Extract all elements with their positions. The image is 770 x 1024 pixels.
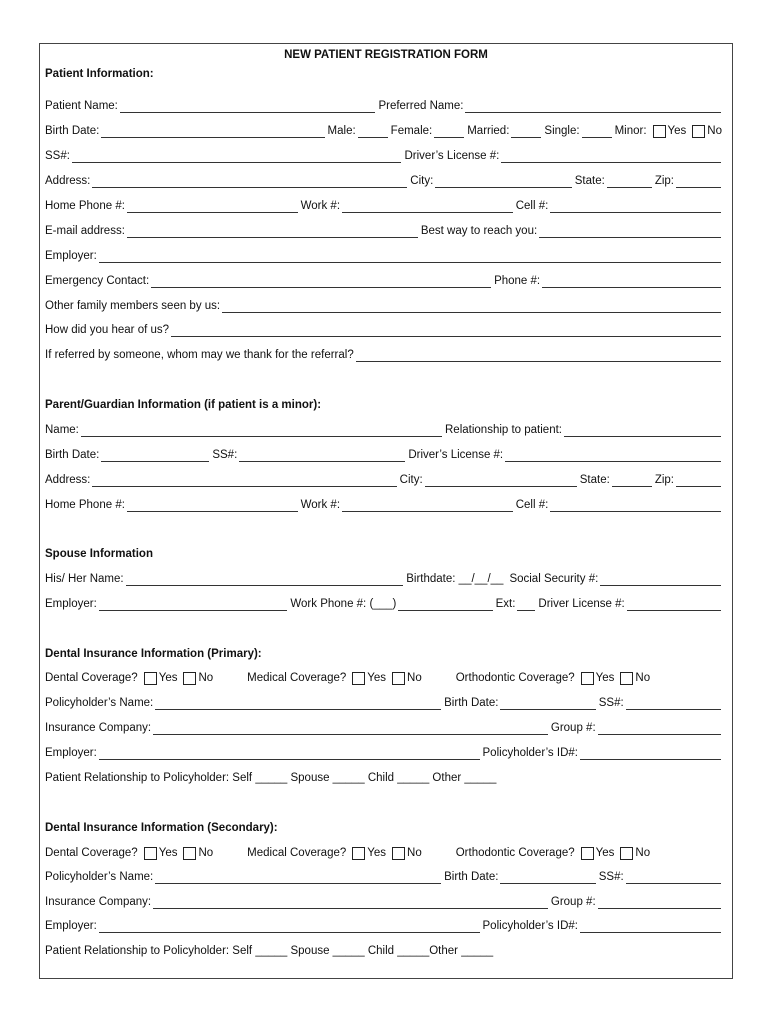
- spouse-name-field[interactable]: [126, 574, 404, 586]
- row-address: [45, 174, 724, 188]
- email-label: E-mail address:: [45, 225, 125, 237]
- form-title: NEW PATIENT REGISTRATION FORM: [284, 49, 488, 61]
- secondary-medical-no-label: No: [407, 847, 422, 859]
- primary-ortho-no-label: No: [635, 672, 651, 684]
- work-field[interactable]: [342, 201, 513, 213]
- employer-field[interactable]: [99, 251, 721, 263]
- spouse-work-phone-field[interactable]: [398, 599, 492, 611]
- row-employer: [45, 249, 724, 263]
- guardian-cell-field[interactable]: [550, 500, 721, 512]
- preferred-name-label: Preferred Name:: [378, 100, 464, 112]
- drivers-license-label: Driver’s License #:: [404, 150, 500, 162]
- row-secondary-coverage: [45, 846, 724, 860]
- best-way-label: Best way to reach you:: [420, 225, 538, 237]
- primary-heading: [45, 647, 724, 661]
- spouse-heading: [45, 547, 724, 561]
- primary-insurance-company-field[interactable]: [153, 723, 548, 735]
- guardian-work-label: Work #:: [300, 499, 341, 511]
- address-label: Address:: [45, 175, 91, 187]
- minor-yes-label: Yes: [667, 125, 687, 137]
- secondary-policyholder-name-label: Policyholder’s Name:: [45, 871, 154, 883]
- primary-dental-no-label: No: [198, 672, 214, 684]
- minor-no-checkbox[interactable]: [692, 125, 705, 138]
- married-label: Married:: [467, 125, 510, 137]
- primary-employer-label: Employer:: [45, 747, 97, 759]
- guardian-state-field[interactable]: [612, 475, 652, 487]
- spouse-heading-text: Spouse Information: [45, 548, 153, 560]
- guardian-work-field[interactable]: [342, 500, 513, 512]
- female-label: Female:: [390, 125, 433, 137]
- other-family-field[interactable]: [222, 301, 721, 313]
- row-referred: [45, 348, 724, 362]
- primary-dental-yes-label: Yes: [158, 672, 178, 684]
- emergency-contact-label: Emergency Contact:: [45, 275, 150, 287]
- primary-ss-field[interactable]: [626, 698, 721, 710]
- row-phones: [45, 199, 724, 213]
- secondary-ortho-yes-checkbox[interactable]: [581, 847, 594, 860]
- secondary-dental-coverage-label: Dental Coverage?: [45, 847, 138, 859]
- male-label: Male:: [327, 125, 356, 137]
- guardian-cell-label: Cell #:: [515, 499, 549, 511]
- row-patient-name: [45, 99, 724, 113]
- row-emergency: [45, 274, 724, 288]
- primary-group-label: Group #:: [550, 722, 596, 734]
- primary-birth-date-field[interactable]: [500, 698, 595, 710]
- minor-label: Minor:: [614, 125, 647, 137]
- patient-info-heading: [45, 67, 724, 81]
- home-phone-label: Home Phone #:: [45, 200, 125, 212]
- state-label: State:: [574, 175, 605, 187]
- single-field[interactable]: [582, 126, 612, 138]
- guardian-heading-text: Parent/Guardian Information (if patient is a minor):: [45, 399, 322, 411]
- ss-label: SS#:: [45, 150, 70, 162]
- row-secondary-employer: [45, 919, 724, 933]
- secondary-policyholder-id-field[interactable]: [580, 921, 721, 933]
- guardian-state-label: State:: [579, 474, 610, 486]
- row-primary-insurance: [45, 721, 724, 735]
- primary-group-field[interactable]: [598, 723, 721, 735]
- guardian-address-field[interactable]: [92, 475, 396, 487]
- primary-policyholder-name-label: Policyholder’s Name:: [45, 697, 154, 709]
- secondary-ortho-coverage-label: Orthodontic Coverage?: [455, 847, 575, 859]
- male-field[interactable]: [358, 126, 388, 138]
- row-guardian-name: [45, 423, 724, 437]
- secondary-ss-label: SS#:: [598, 871, 624, 883]
- row-hear-of-us: [45, 323, 724, 337]
- phone-label: Phone #:: [494, 275, 541, 287]
- secondary-insurance-company-field[interactable]: [153, 897, 548, 909]
- guardian-birth-date-field[interactable]: [101, 450, 209, 462]
- state-field[interactable]: [607, 176, 652, 188]
- guardian-heading: [45, 398, 724, 412]
- primary-dental-no-checkbox[interactable]: [183, 672, 196, 685]
- row-guardian-address: [45, 473, 724, 487]
- primary-medical-coverage-label: Medical Coverage?: [247, 672, 347, 684]
- ss-field[interactable]: [72, 151, 402, 163]
- guardian-birth-date-label: Birth Date:: [45, 449, 100, 461]
- relationship-label: Relationship to patient:: [445, 424, 562, 436]
- row-birth-date: [45, 124, 724, 138]
- primary-policyholder-id-field[interactable]: [580, 748, 721, 760]
- primary-ortho-yes-label: Yes: [595, 672, 615, 684]
- minor-yes-checkbox[interactable]: [653, 125, 666, 138]
- zip-field[interactable]: [676, 176, 721, 188]
- row-secondary-policyholder: [45, 870, 724, 884]
- secondary-ortho-yes-label: Yes: [595, 847, 615, 859]
- spouse-work-phone-label: Work Phone #: (___): [290, 598, 397, 610]
- primary-medical-no-label: No: [407, 672, 422, 684]
- secondary-dental-no-label: No: [198, 847, 214, 859]
- hear-of-us-field[interactable]: [171, 325, 721, 337]
- secondary-dental-no-checkbox[interactable]: [183, 847, 196, 860]
- row-secondary-relationship: [45, 944, 724, 958]
- row-primary-employer: [45, 746, 724, 760]
- secondary-dental-yes-label: Yes: [158, 847, 178, 859]
- row-secondary-insurance: [45, 895, 724, 909]
- primary-ortho-no-checkbox[interactable]: [620, 672, 633, 685]
- secondary-birth-date-field[interactable]: [500, 872, 595, 884]
- zip-label: Zip:: [654, 175, 674, 187]
- row-guardian-phones: [45, 498, 724, 512]
- city-field[interactable]: [435, 176, 571, 188]
- birth-date-label: Birth Date:: [45, 125, 100, 137]
- secondary-dental-yes-checkbox[interactable]: [144, 847, 157, 860]
- female-field[interactable]: [434, 126, 464, 138]
- primary-dental-coverage-label: Dental Coverage?: [45, 672, 138, 684]
- secondary-medical-yes-label: Yes: [367, 847, 387, 859]
- guardian-ss-label: SS#:: [212, 449, 238, 461]
- hear-of-us-label: How did you hear of us?: [45, 324, 170, 336]
- work-label: Work #:: [300, 200, 341, 212]
- spouse-employer-field[interactable]: [99, 599, 288, 611]
- minor-no-label: No: [707, 125, 722, 137]
- cell-label: Cell #:: [515, 200, 549, 212]
- secondary-policyholder-name-field[interactable]: [155, 872, 441, 884]
- address-field[interactable]: [92, 176, 407, 188]
- primary-birth-date-label: Birth Date:: [444, 697, 499, 709]
- secondary-relationship-text[interactable]: Patient Relationship to Policyholder: Self _____ Spouse _____ Child _____Other _____: [45, 945, 494, 957]
- spouse-driver-license-field[interactable]: [627, 599, 721, 611]
- primary-ss-label: SS#:: [598, 697, 624, 709]
- secondary-employer-field[interactable]: [99, 921, 480, 933]
- relationship-field[interactable]: [564, 425, 721, 437]
- primary-medical-yes-checkbox[interactable]: [352, 672, 365, 685]
- secondary-group-label: Group #:: [550, 896, 596, 908]
- spouse-employer-label: Employer:: [45, 598, 97, 610]
- secondary-employer-label: Employer:: [45, 920, 97, 932]
- secondary-policyholder-id-label: Policyholder’s ID#:: [482, 920, 578, 932]
- spouse-ext-field[interactable]: [517, 599, 535, 611]
- secondary-birth-date-label: Birth Date:: [444, 871, 499, 883]
- secondary-medical-coverage-label: Medical Coverage?: [247, 847, 347, 859]
- row-primary-policyholder: [45, 696, 724, 710]
- primary-medical-yes-label: Yes: [367, 672, 387, 684]
- guardian-zip-label: Zip:: [654, 474, 674, 486]
- patient-name-field[interactable]: [120, 101, 376, 113]
- secondary-medical-yes-checkbox[interactable]: [352, 847, 365, 860]
- guardian-name-field[interactable]: [81, 425, 442, 437]
- married-field[interactable]: [511, 126, 541, 138]
- referred-label: If referred by someone, whom may we thank for the referral?: [45, 349, 354, 361]
- secondary-heading-text: Dental Insurance Information (Secondary):: [45, 822, 278, 834]
- other-family-label: Other family members seen by us:: [45, 300, 221, 312]
- phone-field[interactable]: [542, 276, 721, 288]
- primary-insurance-company-label: Insurance Company:: [45, 722, 152, 734]
- home-phone-field[interactable]: [127, 201, 298, 213]
- row-email: [45, 224, 724, 238]
- employer-label: Employer:: [45, 250, 97, 262]
- secondary-ortho-no-label: No: [635, 847, 651, 859]
- guardian-address-label: Address:: [45, 474, 91, 486]
- secondary-group-field[interactable]: [598, 897, 721, 909]
- drivers-license-field[interactable]: [501, 151, 721, 163]
- guardian-home-phone-field[interactable]: [127, 500, 298, 512]
- guardian-drivers-license-label: Driver’s License #:: [408, 449, 504, 461]
- row-guardian-birth: [45, 448, 724, 462]
- row-primary-coverage: [45, 671, 724, 685]
- birth-date-field[interactable]: [101, 126, 324, 138]
- primary-policyholder-name-field[interactable]: [155, 698, 441, 710]
- guardian-drivers-license-field[interactable]: [505, 450, 721, 462]
- primary-employer-field[interactable]: [99, 748, 480, 760]
- spouse-ssn-label: Social Security #:: [509, 573, 599, 585]
- registration-form: [39, 43, 733, 979]
- primary-relationship-text[interactable]: Patient Relationship to Policyholder: Self _____ Spouse _____ Child _____ Other _____: [45, 772, 497, 784]
- patient-name-label: Patient Name:: [45, 100, 118, 112]
- best-way-field[interactable]: [539, 226, 721, 238]
- spouse-ssn-field[interactable]: [600, 574, 721, 586]
- primary-ortho-yes-checkbox[interactable]: [581, 672, 594, 685]
- referred-field[interactable]: [356, 350, 721, 362]
- patient-info-heading-text: Patient Information:: [45, 68, 154, 80]
- row-spouse-employer: [45, 597, 724, 611]
- secondary-heading: [45, 821, 724, 835]
- city-label: City:: [410, 175, 434, 187]
- primary-heading-text: Dental Insurance Information (Primary):: [45, 648, 262, 660]
- email-field[interactable]: [127, 226, 418, 238]
- preferred-name-field[interactable]: [465, 101, 721, 113]
- primary-dental-yes-checkbox[interactable]: [144, 672, 157, 685]
- guardian-city-label: City:: [399, 474, 423, 486]
- guardian-zip-field[interactable]: [676, 475, 721, 487]
- cell-field[interactable]: [550, 201, 721, 213]
- guardian-city-field[interactable]: [425, 475, 577, 487]
- spouse-birthdate-label: Birthdate: __/__/__: [406, 573, 504, 585]
- primary-policyholder-id-label: Policyholder’s ID#:: [482, 747, 578, 759]
- secondary-insurance-company-label: Insurance Company:: [45, 896, 152, 908]
- row-spouse-name: [45, 572, 724, 586]
- primary-ortho-coverage-label: Orthodontic Coverage?: [455, 672, 575, 684]
- spouse-driver-license-label: Driver License #:: [538, 598, 625, 610]
- guardian-name-label: Name:: [45, 424, 79, 436]
- row-ss: [45, 149, 724, 163]
- primary-medical-no-checkbox[interactable]: [392, 672, 405, 685]
- guardian-ss-field[interactable]: [239, 450, 405, 462]
- single-label: Single:: [544, 125, 580, 137]
- row-primary-relationship: [45, 771, 724, 785]
- emergency-contact-field[interactable]: [151, 276, 491, 288]
- row-other-family: [45, 299, 724, 313]
- spouse-ext-label: Ext:: [495, 598, 516, 610]
- secondary-ss-field[interactable]: [626, 872, 721, 884]
- secondary-medical-no-checkbox[interactable]: [392, 847, 405, 860]
- secondary-ortho-no-checkbox[interactable]: [620, 847, 633, 860]
- spouse-name-label: His/ Her Name:: [45, 573, 124, 585]
- guardian-home-phone-label: Home Phone #:: [45, 499, 125, 511]
